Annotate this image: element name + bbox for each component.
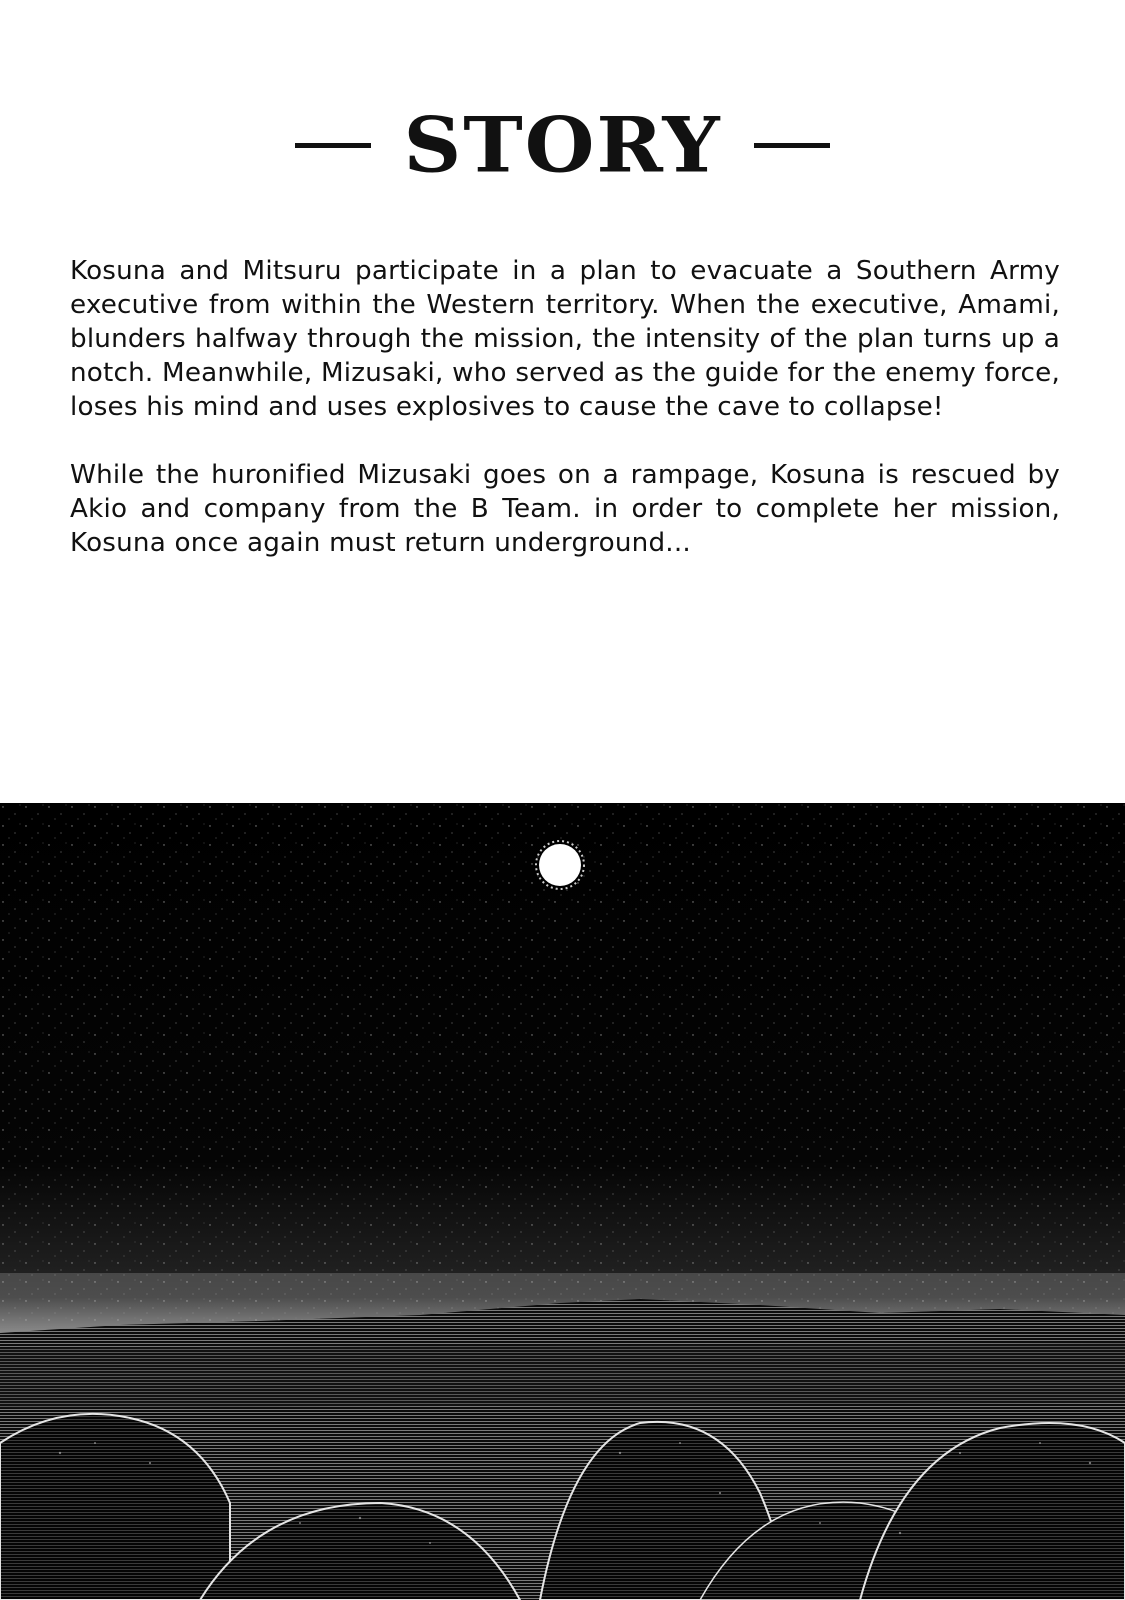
night-landscape-illustration (0, 803, 1125, 1600)
sun-icon (539, 844, 581, 886)
story-paragraph-2: While the huronified Mizusaki goes on a rampage, Kosuna is rescued by Akio and company from the B Team. in order to complete her mission, Kosuna once again must return underground... (70, 460, 1060, 558)
story-summary (70, 254, 1060, 594)
story-title: STORY (403, 100, 722, 190)
right-dash-ornament (754, 143, 830, 148)
story-paragraph-1: Kosuna and Mitsuru participate in a plan to evacuate a Southern Army executive from within the Western territory. When the executive, Amami, blunders halfway through the mission, the intensity of the plan turns up a notch. Meanwhile, Mizusaki, who served as the guide for the enemy force, loses his mind and uses explosives to cause the cave to collapse! (70, 256, 1060, 422)
story-heading (0, 100, 1125, 190)
left-dash-ornament (295, 143, 371, 148)
